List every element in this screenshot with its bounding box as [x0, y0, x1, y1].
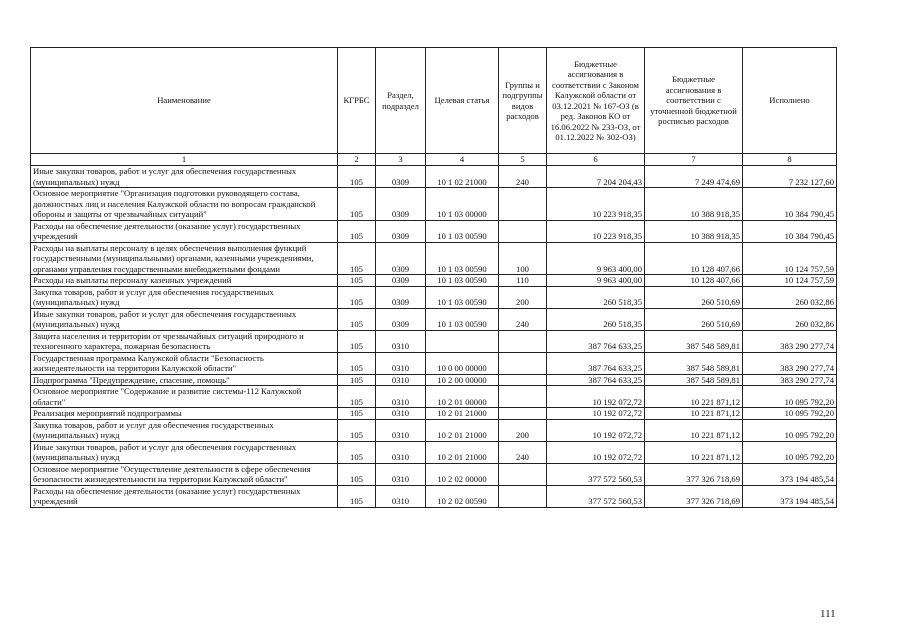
row-executed-amount: 260 032,86 — [743, 308, 837, 330]
col-header-refined: Бюджетные ассигнования в соответствии с уточненной бюджетной росписью расходов — [645, 48, 743, 154]
row-law-amount: 10 192 072,72 — [547, 386, 645, 408]
col-header-target: Целевая статья — [426, 48, 499, 154]
row-expense-group — [499, 463, 547, 485]
row-refined-amount: 377 326 718,69 — [645, 485, 743, 507]
col-number: 5 — [499, 154, 547, 166]
table-row — [31, 386, 837, 408]
row-target-article: 10 2 01 21000 — [426, 419, 499, 441]
row-expense-group: 110 — [499, 275, 547, 287]
table-row — [31, 308, 837, 330]
col-header-groups: Группы и подгруппы видов расходов — [499, 48, 547, 154]
row-refined-amount: 10 128 407,66 — [645, 275, 743, 287]
row-section: 0310 — [376, 485, 426, 507]
page-number: 111 — [820, 608, 836, 620]
row-kgrbs: 105 — [338, 275, 376, 287]
row-expense-group: 100 — [499, 242, 547, 275]
row-kgrbs: 105 — [338, 419, 376, 441]
table-row — [31, 242, 837, 275]
row-name: Иные закупки товаров, работ и услуг для обеспечения государственных (муниципальных) нужд — [31, 166, 338, 188]
row-section: 0310 — [376, 352, 426, 374]
row-law-amount: 377 572 560,53 — [547, 485, 645, 507]
column-number-row — [31, 154, 837, 166]
row-section: 0309 — [376, 275, 426, 287]
col-header-name: Наименование — [31, 48, 338, 154]
row-law-amount: 387 764 633,25 — [547, 352, 645, 374]
row-law-amount: 7 204 204,43 — [547, 166, 645, 188]
row-kgrbs: 105 — [338, 188, 376, 221]
row-section: 0309 — [376, 166, 426, 188]
row-expense-group — [499, 386, 547, 408]
row-law-amount: 377 572 560,53 — [547, 463, 645, 485]
row-expense-group — [499, 485, 547, 507]
row-section: 0310 — [376, 408, 426, 420]
row-refined-amount: 10 128 407,66 — [645, 242, 743, 275]
row-law-amount: 260 518,35 — [547, 286, 645, 308]
col-header-section: Раздел, подраздел — [376, 48, 426, 154]
table-row — [31, 286, 837, 308]
row-refined-amount: 387 548 589,81 — [645, 374, 743, 386]
row-refined-amount: 260 510,69 — [645, 308, 743, 330]
row-executed-amount: 383 290 277,74 — [743, 330, 837, 352]
budget-table — [30, 47, 837, 508]
row-expense-group — [499, 188, 547, 221]
row-law-amount: 10 223 918,35 — [547, 220, 645, 242]
row-section: 0309 — [376, 220, 426, 242]
row-executed-amount: 7 232 127,60 — [743, 166, 837, 188]
col-number: 2 — [338, 154, 376, 166]
row-law-amount: 10 192 072,72 — [547, 408, 645, 420]
row-section: 0309 — [376, 286, 426, 308]
table-row — [31, 330, 837, 352]
row-law-amount: 10 192 072,72 — [547, 441, 645, 463]
table-row — [31, 408, 837, 420]
row-refined-amount: 10 388 918,35 — [645, 188, 743, 221]
col-header-executed: Исполнено — [743, 48, 837, 154]
row-name: Иные закупки товаров, работ и услуг для обеспечения государственных (муниципальных) нужд — [31, 308, 338, 330]
row-executed-amount: 373 194 485,54 — [743, 463, 837, 485]
row-expense-group: 240 — [499, 441, 547, 463]
row-section: 0309 — [376, 308, 426, 330]
row-kgrbs: 105 — [338, 386, 376, 408]
row-expense-group: 200 — [499, 419, 547, 441]
row-section: 0310 — [376, 419, 426, 441]
row-executed-amount: 10 384 790,45 — [743, 220, 837, 242]
row-section: 0309 — [376, 242, 426, 275]
row-law-amount: 9 963 400,00 — [547, 275, 645, 287]
row-expense-group — [499, 374, 547, 386]
row-name: Расходы на обеспечение деятельности (оказание услуг) государственных учреждений — [31, 485, 338, 507]
row-section: 0310 — [376, 386, 426, 408]
row-law-amount: 387 764 633,25 — [547, 374, 645, 386]
row-name: Закупка товаров, работ и услуг для обеспечения государственных (муниципальных) нужд — [31, 286, 338, 308]
row-kgrbs: 105 — [338, 330, 376, 352]
row-expense-group — [499, 408, 547, 420]
col-number: 4 — [426, 154, 499, 166]
col-number: 8 — [743, 154, 837, 166]
row-target-article: 10 1 03 00590 — [426, 242, 499, 275]
row-refined-amount: 387 548 589,81 — [645, 352, 743, 374]
header-row — [31, 48, 837, 154]
row-executed-amount: 373 194 485,54 — [743, 485, 837, 507]
col-number: 3 — [376, 154, 426, 166]
row-section: 0310 — [376, 374, 426, 386]
col-header-law: Бюджетные ассигнования в соответствии с Законом Калужской области от 03.12.2021 № 167-ОЗ (в ред. Законов КО от 16.06.2022 № 233-ОЗ, от 01.12.2022 № 302-ОЗ) — [547, 48, 645, 154]
row-refined-amount: 377 326 718,69 — [645, 463, 743, 485]
row-executed-amount: 10 095 792,20 — [743, 386, 837, 408]
row-executed-amount: 10 095 792,20 — [743, 419, 837, 441]
table-row — [31, 220, 837, 242]
row-executed-amount: 383 290 277,74 — [743, 374, 837, 386]
row-expense-group — [499, 352, 547, 374]
row-target-article: 10 2 01 21000 — [426, 408, 499, 420]
row-executed-amount: 383 290 277,74 — [743, 352, 837, 374]
row-name: Закупка товаров, работ и услуг для обеспечения государственных (муниципальных) нужд — [31, 419, 338, 441]
row-target-article: 10 0 00 00000 — [426, 352, 499, 374]
row-name: Расходы на выплаты персоналу казенных учреждений — [31, 275, 338, 287]
row-target-article: 10 2 01 00000 — [426, 386, 499, 408]
row-target-article: 10 1 03 00590 — [426, 286, 499, 308]
row-name: Государственная программа Калужской области "Безопасность жизнедеятельности на территории Калужской области" — [31, 352, 338, 374]
col-header-kgrbs: КГРБС — [338, 48, 376, 154]
table-row — [31, 441, 837, 463]
row-target-article: 10 2 00 00000 — [426, 374, 499, 386]
row-refined-amount: 260 510,69 — [645, 286, 743, 308]
row-refined-amount: 10 221 871,12 — [645, 386, 743, 408]
row-target-article: 10 2 02 00000 — [426, 463, 499, 485]
row-kgrbs: 105 — [338, 308, 376, 330]
row-expense-group: 240 — [499, 166, 547, 188]
row-refined-amount: 10 388 918,35 — [645, 220, 743, 242]
row-law-amount: 10 192 072,72 — [547, 419, 645, 441]
row-refined-amount: 7 249 474,69 — [645, 166, 743, 188]
table-row — [31, 419, 837, 441]
row-kgrbs: 105 — [338, 463, 376, 485]
row-refined-amount: 10 221 871,12 — [645, 419, 743, 441]
row-executed-amount: 10 095 792,20 — [743, 408, 837, 420]
row-executed-amount: 10 095 792,20 — [743, 441, 837, 463]
col-number: 6 — [547, 154, 645, 166]
row-executed-amount: 10 384 790,45 — [743, 188, 837, 221]
row-name: Основное мероприятие "Осуществление деятельности в сфере обеспечения безопасности жизнедеятельности на территории Калужской области" — [31, 463, 338, 485]
row-target-article: 10 1 03 00000 — [426, 188, 499, 221]
row-target-article: 10 2 02 00590 — [426, 485, 499, 507]
row-law-amount: 387 764 633,25 — [547, 330, 645, 352]
row-name: Реализация мероприятий подпрограммы — [31, 408, 338, 420]
row-refined-amount: 387 548 589,81 — [645, 330, 743, 352]
row-section: 0310 — [376, 441, 426, 463]
table-row — [31, 275, 837, 287]
table-body — [31, 166, 837, 508]
row-name: Основное мероприятие "Организация подготовки руководящего состава, должностных лиц и населения Калужской области по вопросам гражданской обороны и защиты от чрезвычайных ситуаций" — [31, 188, 338, 221]
row-kgrbs: 105 — [338, 408, 376, 420]
table-row — [31, 463, 837, 485]
table-row — [31, 374, 837, 386]
row-law-amount: 10 223 918,35 — [547, 188, 645, 221]
row-refined-amount: 10 221 871,12 — [645, 408, 743, 420]
row-name: Основное мероприятие "Содержание и развитие системы-112 Калужской области" — [31, 386, 338, 408]
row-kgrbs: 105 — [338, 352, 376, 374]
row-kgrbs: 105 — [338, 286, 376, 308]
row-expense-group: 240 — [499, 308, 547, 330]
row-executed-amount: 260 032,86 — [743, 286, 837, 308]
row-section: 0310 — [376, 330, 426, 352]
row-section: 0309 — [376, 188, 426, 221]
row-name: Расходы на выплаты персоналу в целях обеспечения выполнения функций государственными (муниципальными) органами, казенными учреждениями, органами управления государственными внебюджетными фондами — [31, 242, 338, 275]
row-law-amount: 260 518,35 — [547, 308, 645, 330]
table-row — [31, 166, 837, 188]
col-number: 7 — [645, 154, 743, 166]
row-target-article: 10 1 03 00590 — [426, 275, 499, 287]
col-number: 1 — [31, 154, 338, 166]
row-target-article: 10 1 02 21000 — [426, 166, 499, 188]
row-executed-amount: 10 124 757,59 — [743, 275, 837, 287]
table-row — [31, 188, 837, 221]
table-row — [31, 352, 837, 374]
row-name: Подпрограмма "Предупреждение, спасение, помощь" — [31, 374, 338, 386]
row-expense-group — [499, 220, 547, 242]
row-target-article: 10 1 03 00590 — [426, 308, 499, 330]
row-target-article: 10 2 01 21000 — [426, 441, 499, 463]
row-section: 0310 — [376, 463, 426, 485]
row-name: Защита населения и территории от чрезвычайных ситуаций природного и техногенного характера, пожарная безопасность — [31, 330, 338, 352]
row-kgrbs: 105 — [338, 485, 376, 507]
row-kgrbs: 105 — [338, 242, 376, 275]
row-kgrbs: 105 — [338, 374, 376, 386]
row-name: Иные закупки товаров, работ и услуг для обеспечения государственных (муниципальных) нужд — [31, 441, 338, 463]
row-kgrbs: 105 — [338, 220, 376, 242]
row-law-amount: 9 963 400,00 — [547, 242, 645, 275]
row-executed-amount: 10 124 757,59 — [743, 242, 837, 275]
row-expense-group: 200 — [499, 286, 547, 308]
row-kgrbs: 105 — [338, 166, 376, 188]
row-target-article — [426, 330, 499, 352]
row-name: Расходы на обеспечение деятельности (оказание услуг) государственных учреждений — [31, 220, 338, 242]
row-expense-group — [499, 330, 547, 352]
row-refined-amount: 10 221 871,12 — [645, 441, 743, 463]
table-row — [31, 485, 837, 507]
row-kgrbs: 105 — [338, 441, 376, 463]
row-target-article: 10 1 03 00590 — [426, 220, 499, 242]
